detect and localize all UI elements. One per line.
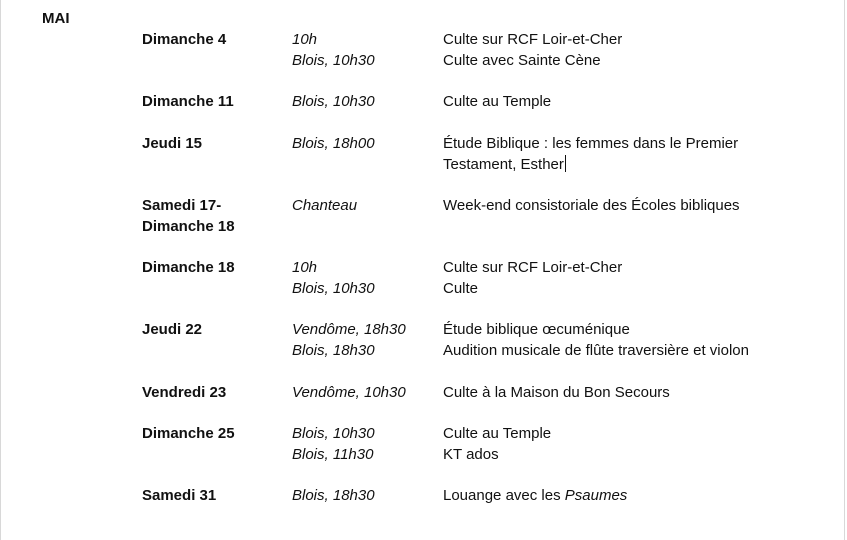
entry-day: Vendredi 23: [142, 384, 227, 401]
entry-description: Culte sur RCF Loir-et-Cher Culte: [443, 259, 623, 297]
entry-place: Blois, 10h30 Blois, 11h30: [292, 425, 375, 463]
entry-description: Week-end consistoriale des Écoles bibliques: [443, 197, 740, 214]
entry-place: Vendôme, 10h30: [292, 384, 406, 401]
entry-place: 10h Blois, 10h30: [292, 259, 375, 297]
text-cursor: [565, 155, 566, 172]
entry-day: Jeudi 22: [142, 321, 203, 338]
entry-place: Chanteau: [292, 197, 358, 214]
entry-place: Blois, 10h30: [292, 93, 375, 110]
entry-day: Jeudi 15: [142, 135, 203, 152]
entry-description: Étude biblique œcuménique Audition musicale de flûte traversière et violon: [443, 321, 749, 359]
entry-day: Samedi 17- Dimanche 18: [142, 197, 235, 235]
entry-day: Dimanche 11: [142, 93, 234, 110]
entry-description: Louange avec les Psaumes: [443, 487, 628, 504]
entry-place: Blois, 18h00: [292, 135, 375, 152]
entry-place: 10h Blois, 10h30: [292, 31, 375, 69]
entry-description[interactable]: Étude Biblique : les femmes dans le Premier Testament, Esther: [443, 135, 739, 173]
entry-description: Culte à la Maison du Bon Secours: [443, 384, 670, 401]
entry-day: Samedi 31: [142, 487, 217, 504]
entry-day: Dimanche 25: [142, 425, 235, 442]
entry-description: Culte au Temple: [443, 93, 552, 110]
month-heading: MAI: [42, 10, 70, 27]
entry-day: Dimanche 18: [142, 259, 235, 276]
entry-description: Culte au Temple KT ados: [443, 425, 552, 463]
entry-place: Blois, 18h30: [292, 487, 375, 504]
entry-description: Culte sur RCF Loir-et-Cher Culte avec Sainte Cène: [443, 31, 623, 69]
entry-place: Vendôme, 18h30 Blois, 18h30: [292, 321, 406, 359]
entry-day: Dimanche 4: [142, 31, 227, 48]
